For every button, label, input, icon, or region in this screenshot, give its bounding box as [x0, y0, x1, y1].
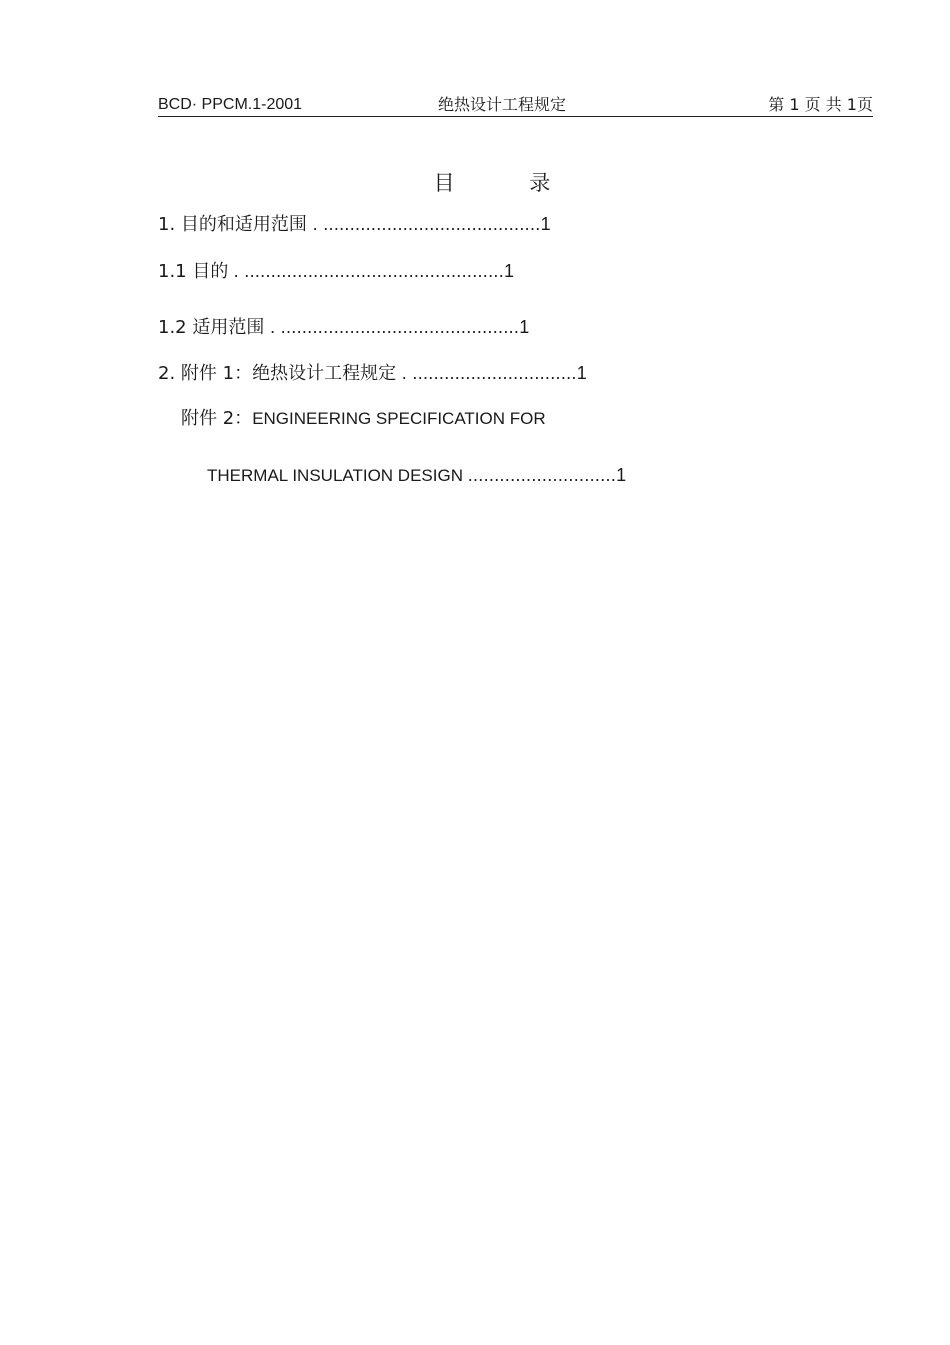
toc-entry[interactable] [181, 406, 546, 432]
toc-leader-dots: . ......................................... [312, 214, 541, 234]
toc-entry[interactable] [158, 211, 551, 238]
document-title: 绝热设计工程规定 [438, 95, 567, 114]
toc-page-number: 1 [540, 214, 551, 234]
toc-page-number: 1 [576, 363, 587, 383]
toc-entry-label: 1.1 目的 [158, 261, 229, 282]
toc-entry[interactable] [158, 258, 514, 285]
toc-entry-label-english: THERMAL INSULATION DESIGN [207, 466, 468, 485]
toc-page-number: 1 [616, 465, 627, 485]
toc-entry-label: 2. 附件 1：绝热设计工程规定 [158, 363, 402, 384]
toc-leader-dots: . ............................................. [270, 317, 520, 337]
toc-page-number: 1 [519, 317, 530, 337]
toc-entry-label: 附件 2： [181, 408, 253, 429]
toc-leader-dots: ............................ [467, 465, 617, 485]
toc-entry[interactable] [158, 360, 587, 387]
toc-entry-label-english: ENGINEERING SPECIFICATION FOR [252, 409, 546, 428]
toc-leader-dots: . ................................................. [228, 261, 505, 281]
toc-leader-dots: . ............................... [401, 363, 577, 383]
toc-entry-label: 1.2 适用范围 [158, 317, 271, 338]
page-header [158, 94, 873, 117]
toc-entry-label: 1. 目的和适用范围 [158, 214, 313, 235]
document-code: BCD· PPCM.1-2001 [158, 96, 303, 113]
toc-page-number: 1 [504, 261, 515, 281]
toc-entry[interactable] [207, 462, 626, 489]
toc-heading: 目 录 [433, 171, 585, 195]
page-number: 第 1 页 共 1页 [768, 95, 873, 114]
toc-entry[interactable] [158, 314, 529, 341]
